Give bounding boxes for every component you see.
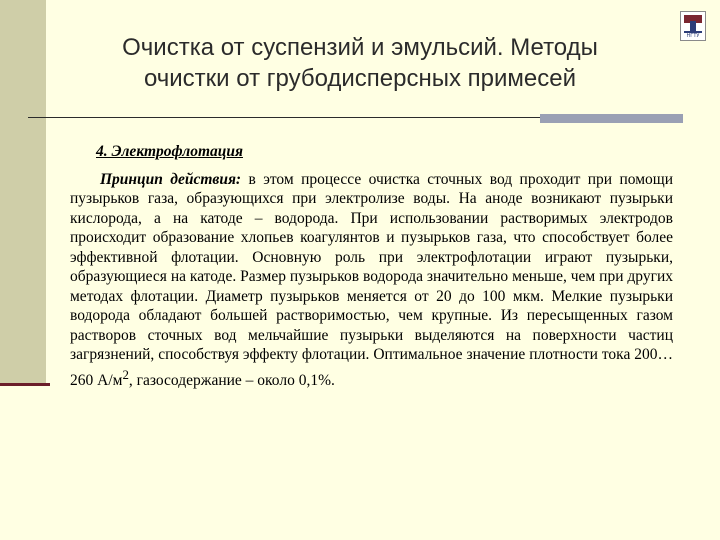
body-paragraph xyxy=(70,170,673,391)
slide-title xyxy=(60,32,660,94)
unit-superscript: 2 xyxy=(122,366,129,382)
principle-label: Принцип действия: xyxy=(100,170,242,188)
left-band-end-line xyxy=(0,383,50,386)
left-decorative-band xyxy=(0,0,46,385)
body-text-tail: , газосодержание – около 0,1%. xyxy=(128,371,335,389)
slide-title-line-2: очистки от грубодисперсных примесей xyxy=(143,65,577,92)
university-logo: НГТУ xyxy=(680,11,706,41)
slide-title-line-1: Очистка от суспензий и эмульсий. Методы xyxy=(122,34,598,61)
title-divider-accent xyxy=(540,114,683,123)
slide-content xyxy=(70,142,673,390)
section-heading: 4. Электрофлотация xyxy=(96,143,243,160)
body-text: в этом процессе очистка сточных вод проходит при помощи пузырьков газа, образующихся при электролизе воды. На аноде возникают пузырьки кислорода, а на катоде – водорода. При использовании растворимых электродов происходит образование хлопьев коагулянтов и пузырьков газа, что способствует более эффективной флотации. Основную роль при электрофлотации играют пузырьки, образующиеся на катоде. Размер пузырьков водорода значительно меньше, чем при других методах флотации. Диаметр пузырьков меняется от 20 до 100 мкм. Мелкие пузырьки водорода обладают большей растворимостью, чем крупные. Из пересыщенных газом растворов сточных вод мельчайшие пузырьки выделяются на поверхности частиц загрязнений, способствуя эффекту флотации. Оптимальное значение плотности тока 200…260 А/м xyxy=(70,170,673,389)
